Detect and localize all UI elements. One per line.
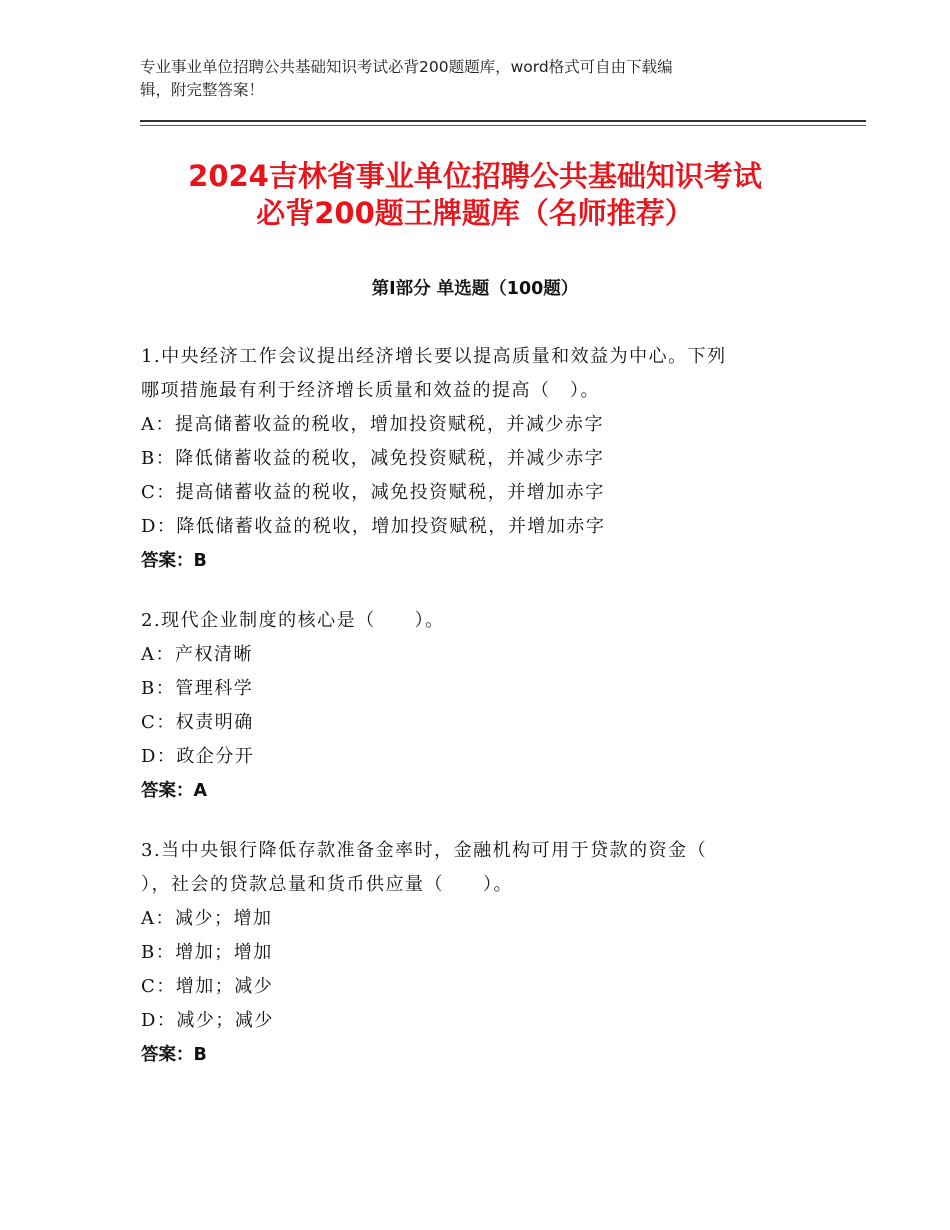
document-title (100, 158, 850, 232)
option-d: D：减少；减少 (141, 1010, 274, 1031)
option-a: A：减少；增加 (141, 908, 273, 929)
section-heading: 第Ⅰ部分 单选题（100题） (371, 279, 579, 299)
option-a: A：提高储蓄收益的税收，增加投资赋税，并减少赤字 (141, 414, 604, 435)
option-c: C：提高储蓄收益的税收，减免投资赋税，并增加赤字 (141, 482, 605, 503)
option-c: C：增加；减少 (141, 976, 274, 997)
option-d: D：降低储蓄收益的税收，增加投资赋税，并增加赤字 (141, 516, 606, 537)
answer-label: 答案：B (141, 551, 207, 571)
option-a: A：产权清晰 (141, 644, 253, 665)
header-divider-thin (140, 125, 866, 126)
question-3 (141, 834, 821, 1072)
option-b: B：增加；增加 (141, 942, 273, 963)
question-stem: 3.当中央银行降低存款准备金率时，金融机构可用于贷款的资金（ (141, 840, 708, 861)
option-b: B：降低储蓄收益的税收，减免投资赋税，并减少赤字 (141, 448, 605, 469)
option-d: D：政企分开 (141, 746, 255, 767)
option-c: C：权责明确 (141, 712, 254, 733)
question-stem: ），社会的贷款总量和货币供应量（ ）。 (141, 874, 513, 895)
title-line-1: 2024吉林省事业单位招聘公共基础知识考试 (188, 159, 762, 193)
question-stem: 2.现代企业制度的核心是（ ）。 (141, 610, 445, 631)
answer-label: 答案：B (141, 1045, 207, 1065)
document-header-note (140, 56, 790, 102)
header-note-line-1: 专业事业单位招聘公共基础知识考试必背200题题库，word格式可自由下载编 (140, 58, 673, 76)
header-note-line-2: 辑，附完整答案！ (140, 81, 265, 99)
question-2 (141, 604, 821, 808)
question-stem: 哪项措施最有利于经济增长质量和效益的提高（ ）。 (141, 380, 600, 401)
answer-label: 答案：A (141, 781, 208, 801)
question-list (141, 340, 821, 1098)
question-stem: 1.中央经济工作会议提出经济增长要以提高质量和效益为中心。下列 (141, 346, 727, 367)
header-divider-thick (140, 120, 866, 122)
title-line-2: 必背200题王牌题库（名师推荐） (256, 196, 694, 230)
option-b: B：管理科学 (141, 678, 254, 699)
question-1 (141, 340, 821, 578)
